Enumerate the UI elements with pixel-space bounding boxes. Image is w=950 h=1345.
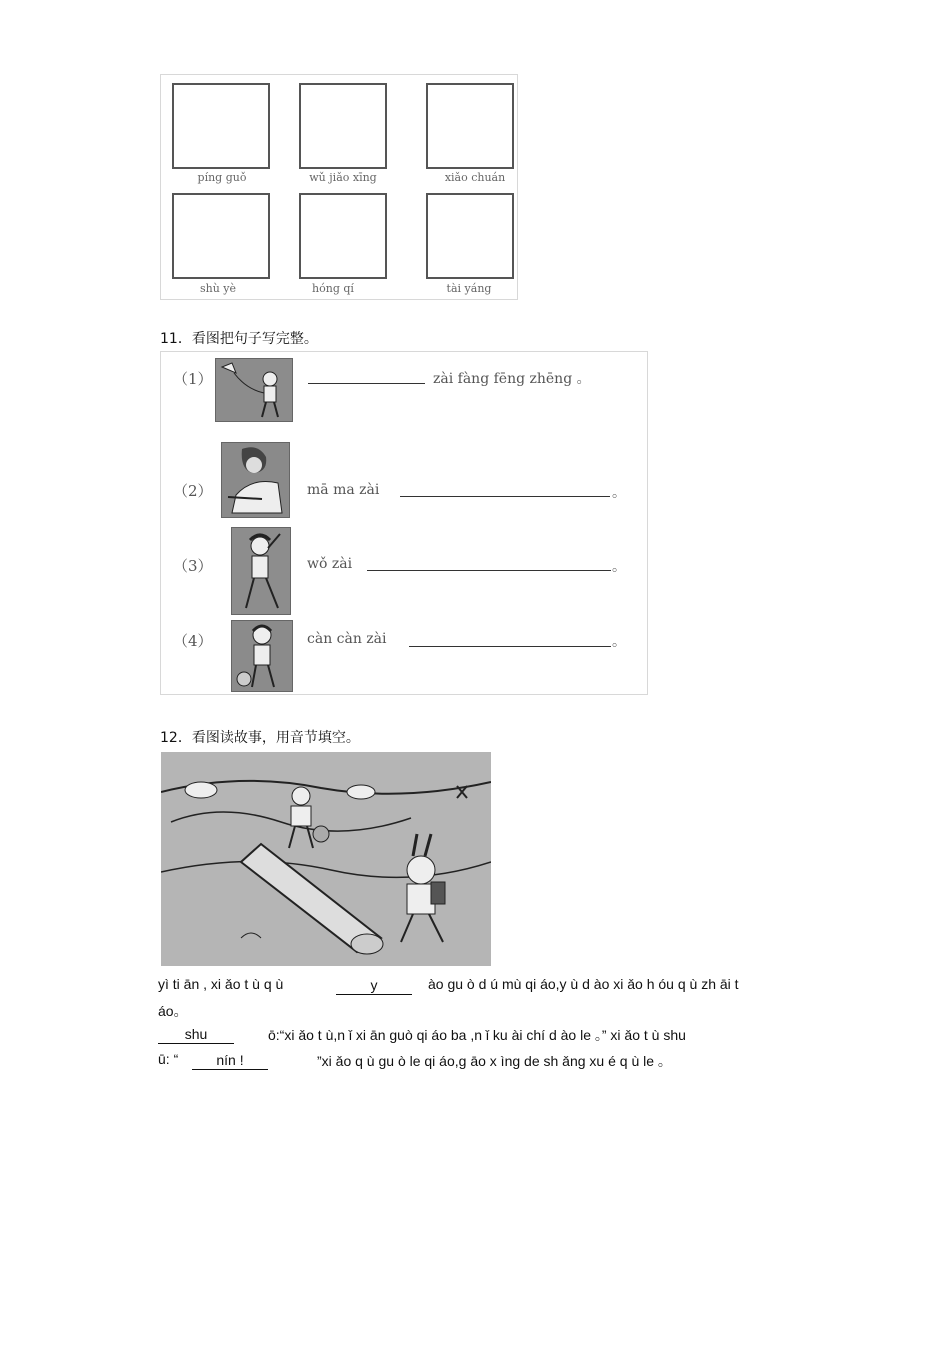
caption-1: píng guǒ (197, 171, 247, 184)
story-line-4b: ”xi ǎo q ù gu ò le qi áo,g āo x ìng de sh ǎng xu é q ù le 。 (317, 1053, 672, 1069)
answer-box-2 (299, 83, 387, 169)
answer-box-5 (299, 193, 387, 279)
blank-2[interactable] (400, 496, 610, 497)
answer-box-3 (426, 83, 514, 169)
caption-3: xiǎo chuán (444, 171, 506, 184)
caption-5: hóng qí (312, 282, 354, 295)
row-2-period: 。 (612, 485, 626, 501)
answer-box-1 (172, 83, 270, 169)
sentence-completion-figure (160, 351, 648, 695)
blank-4[interactable] (409, 646, 611, 647)
story-line-1b: ào gu ò d ú mù qi áo,y ù d ào xi ǎo h óu q ù zh āi t (428, 976, 739, 992)
mother-writing-photo (221, 442, 290, 518)
row-2-number: （2） (173, 482, 213, 500)
blank-1[interactable] (308, 383, 425, 384)
story-blank-2[interactable]: shu (158, 1025, 234, 1044)
question-12-heading: 12．看图读故事，用音节填空。 (160, 730, 360, 746)
story-line-3: ō:“xi ǎo t ù,n ǐ xi ān guò qi áo ba ,n ǐ ku ài chí d ào le 。” xi ǎo t ù shu (268, 1027, 686, 1043)
story-line-1a: yì ti ān , xi ǎo t ù q ù (158, 976, 284, 992)
kite-boy-photo (215, 358, 293, 422)
row-4-pinyin: càn càn zài (307, 631, 387, 647)
row-3-number: （3） (173, 557, 213, 575)
caption-6: tài yáng (446, 282, 492, 295)
girl-exercising-photo (231, 527, 291, 615)
row-2-pinyin: mā ma zài (307, 482, 380, 498)
story-line-2: áo。 (158, 1003, 188, 1019)
boy-ball-photo (231, 620, 293, 692)
blank-3[interactable] (367, 570, 611, 571)
answer-box-4 (172, 193, 270, 279)
story-blank-3[interactable]: nín ! (192, 1051, 268, 1070)
question-11-heading: 11．看图把句子写完整。 (160, 331, 318, 347)
story-line-4a: ū: “ (158, 1051, 179, 1067)
caption-2: wǔ jiǎo xīng (309, 171, 377, 184)
row-4-period: 。 (612, 634, 626, 650)
picture-grid-figure (160, 74, 518, 300)
row-1-pinyin: zài fàng fēng zhēng 。 (433, 371, 591, 387)
row-3-period: 。 (612, 559, 626, 575)
answer-box-6 (426, 193, 514, 279)
story-illustration (161, 752, 491, 966)
row-3-pinyin: wǒ zài (307, 556, 353, 572)
story-blank-1[interactable]: y (336, 976, 412, 995)
row-4-number: （4） (173, 632, 213, 650)
row-1-number: （1） (173, 370, 213, 388)
caption-4: shù yè (199, 282, 237, 295)
